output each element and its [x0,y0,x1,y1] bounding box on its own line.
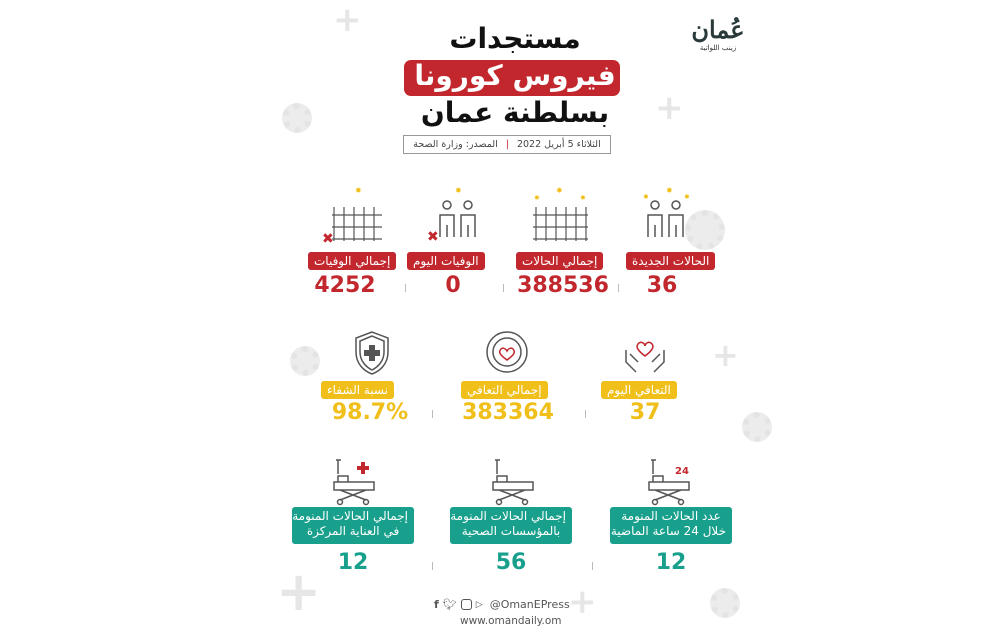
hospitalized-24h-label-line2: خلال 24 ساعة الماضية [610,524,726,538]
recovered-today-label: التعافي اليوم [601,381,677,399]
heart-circle-icon [485,330,529,374]
total-cases-value: 388536 [517,273,609,298]
svg-text:✸: ✸ [556,186,563,195]
plus-decoration: + [655,88,684,128]
virus-decoration [742,412,772,442]
total-cases-label: إجمالي الحالات [516,252,603,270]
icu-total-label [292,507,414,544]
badge-24: 24 [675,466,689,477]
facebook-icon[interactable]: f [434,598,439,611]
icu-total-value: 12 [337,550,369,575]
new-cases-value: 36 [646,273,678,298]
svg-text:✖: ✖ [427,229,439,245]
total-recovered-label: إجمالي التعافي [461,381,548,399]
hospital-bed-24-icon [645,458,695,506]
virus-decoration [282,103,312,133]
social-handle[interactable]: @OmanEPress [489,598,570,611]
hospital-bed-icon [487,458,537,506]
plus-decoration: + [333,0,362,40]
plus-decoration: + [276,560,322,623]
source: المصدر: وزارة الصحة [413,139,498,150]
hospitalized-total-label [450,507,572,544]
svg-text:✸: ✸ [643,193,649,201]
title-line1: مستجدات [449,22,581,55]
hospitalized-24h-value: 12 [655,550,687,575]
youtube-icon[interactable]: ▷ [475,599,483,610]
plus-decoration: + [712,336,739,374]
separator [618,284,619,292]
total-recovered-value: 383364 [462,400,554,425]
twitter-icon[interactable]: 🐦︎ [442,598,457,611]
separator [585,410,586,418]
svg-text:✸: ✸ [666,186,673,195]
total-deaths-value: 4252 [314,273,376,298]
virus-decoration [290,346,320,376]
heart-hands-icon [622,330,668,376]
deaths-today-value: 0 [445,273,461,298]
crowd-icon [528,185,593,245]
date: الثلاثاء 5 أبريل 2022 [516,139,601,150]
separator [432,562,433,570]
virus-decoration [710,588,740,618]
svg-text:✸: ✸ [684,193,690,201]
hospitalized-total-label-line1: إجمالي الحالات المنومة [450,509,566,523]
svg-text:✸: ✸ [580,194,586,202]
total-deaths-icon [320,185,385,245]
separator [432,410,433,418]
title-line2: فيروس كورونا [414,59,616,92]
separator [503,284,504,292]
website[interactable]: www.omandaily.om [460,615,562,627]
hospitalized-total-value: 56 [495,550,527,575]
svg-text:✖: ✖ [322,231,334,245]
recovery-rate-label: نسبة الشفاء [321,381,394,399]
recovered-today-value: 37 [629,400,661,425]
shield-plus-icon [352,330,392,376]
recovery-rate-value: 98.7% [331,400,409,425]
logo-subtitle: زينب اللواتية [699,44,737,52]
new-cases-label: الحالات الجديدة [626,252,715,270]
instagram-icon[interactable] [461,599,472,610]
logo-text: عُمان [691,15,745,44]
total-deaths-label: إجمالي الوفيات [308,252,396,270]
deaths-today-label: الوفيات اليوم [407,252,485,270]
plus-decoration: + [568,582,597,622]
hospitalized-24h-label-line1: عدد الحالات المنومة [621,509,721,523]
people-icon [640,185,692,245]
date-source-box [403,135,611,154]
hospitalized-total-label-line2: بالمؤسسات الصحية [461,524,561,538]
svg-text:✸: ✸ [534,194,540,202]
divider: | [505,139,509,150]
hospitalized-24h-label [610,507,732,544]
separator [405,284,406,292]
deaths-today-icon [425,185,485,245]
logo [688,15,748,52]
svg-text:✸: ✸ [355,186,362,195]
title-line3: بسلطنة عمان [420,96,610,129]
icu-bed-icon [330,458,380,506]
social-row [434,598,570,611]
svg-text:✸: ✸ [455,186,462,195]
icu-total-label-line2: في العناية المركزة [306,524,400,538]
icu-total-label-line1: إجمالي الحالات المنومة [292,509,408,523]
separator [592,562,593,570]
